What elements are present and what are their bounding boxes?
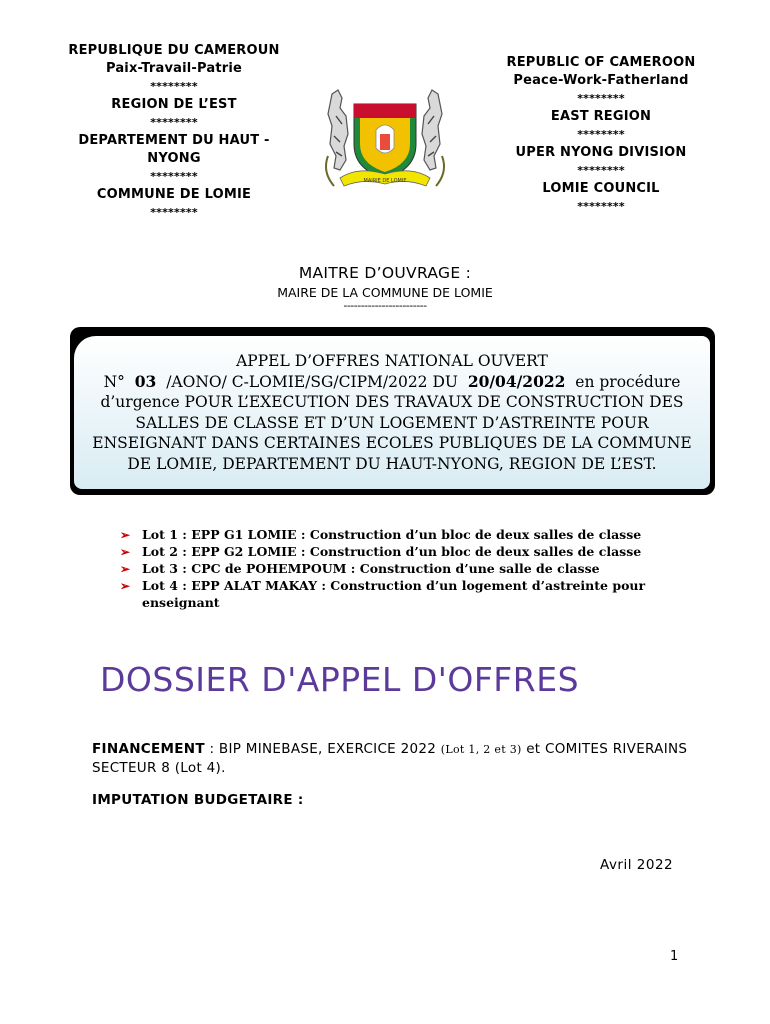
header-right-motto: Peace-Work-Fatherland xyxy=(513,73,689,88)
maitre-ouvrage-subtitle: MAIRE DE LA COMMUNE DE LOMIE xyxy=(277,285,493,300)
financement-text-2: et COMITES RIVERAINS SECTEUR 8 (Lot 4). xyxy=(92,741,688,776)
appel-num: 03 xyxy=(134,371,157,391)
appel-line-number xyxy=(74,372,710,393)
header-left-region: REGION DE L’EST xyxy=(111,97,237,112)
imputation-budgetaire: IMPUTATION BUDGETAIRE : xyxy=(92,792,304,808)
header-right-country: REPUBLIC OF CAMEROON xyxy=(506,55,696,70)
header-left xyxy=(60,42,288,222)
commune-emblem-icon xyxy=(318,86,452,198)
header-right-council: LOMIE COUNCIL xyxy=(542,181,660,196)
dossier-title: DOSSIER D'APPEL D'OFFRES xyxy=(100,660,580,699)
header-right-separator: ******** xyxy=(577,164,625,177)
header-right-separator: ******** xyxy=(577,92,625,105)
appel-line-4: SALLES DE CLASSE ET D’UN LOGEMENT D’ASTREINTE POUR xyxy=(135,413,649,432)
arrow-bullet-icon: ➢ xyxy=(120,528,131,542)
document-date: Avril 2022 xyxy=(600,857,674,873)
appel-offres-box xyxy=(74,336,710,489)
appel-date: 20/04/2022 xyxy=(467,371,566,391)
header-left-department: DEPARTEMENT DU HAUT - NYONG xyxy=(78,133,270,166)
appel-line-title: APPEL D’OFFRES NATIONAL OUVERT xyxy=(236,352,548,370)
lot-item xyxy=(118,526,658,543)
lot-text: Lot 1 : EPP G1 LOMIE : Construction d’un bloc de deux salles de classe xyxy=(142,527,642,542)
page-number: 1 xyxy=(670,949,679,964)
header-right-separator: ******** xyxy=(577,200,625,213)
maitre-ouvrage-divider: ------------------------ xyxy=(343,299,427,312)
header-right-separator: ******** xyxy=(577,128,625,141)
lot-text: Lot 3 : CPC de POHEMPOUM : Construction d’une salle de classe xyxy=(142,561,600,576)
arrow-bullet-icon: ➢ xyxy=(120,579,131,593)
header-right-region: EAST REGION xyxy=(550,109,652,124)
financement-label: FINANCEMENT xyxy=(92,741,205,757)
emblem-caption: MAIRIE DE LOMIE xyxy=(363,178,407,184)
financement-lots: (Lot 1, 2 et 3) xyxy=(440,743,522,756)
lot-text: Lot 4 : EPP ALAT MAKAY : Construction d’un logement d’astreinte pour enseignant xyxy=(142,578,646,610)
header-right-division: UPER NYONG DIVISION xyxy=(515,145,687,160)
header-left-separator: ******** xyxy=(150,80,198,93)
header-left-country: REPUBLIQUE DU CAMEROUN xyxy=(68,43,280,58)
appel-suffix: en procédure xyxy=(575,372,681,391)
financement-paragraph xyxy=(92,740,712,777)
header-left-separator: ******** xyxy=(150,170,198,183)
appel-num-prefix: N° xyxy=(103,372,125,391)
lot-item xyxy=(118,543,658,560)
appel-ref: /AONO/ C-LOMIE/SG/CIPM/2022 DU xyxy=(166,372,458,391)
appel-line-5: ENSEIGNANT DANS CERTAINES ECOLES PUBLIQUES DE LA COMMUNE xyxy=(92,434,692,452)
lot-item xyxy=(118,560,658,577)
lots-list xyxy=(118,526,658,611)
financement-text: : BIP MINEBASE, EXERCICE 2022 xyxy=(204,741,441,757)
lot-item xyxy=(118,577,658,611)
appel-line-3: d’urgence POUR L’EXECUTION DES TRAVAUX DE CONSTRUCTION DES xyxy=(100,393,684,411)
lot-text: Lot 2 : EPP G2 LOMIE : Construction d’un bloc de deux salles de classe xyxy=(142,544,642,559)
header-left-commune: COMMUNE DE LOMIE xyxy=(96,187,252,202)
arrow-bullet-icon: ➢ xyxy=(120,545,131,559)
maitre-ouvrage-title: MAITRE D’OUVRAGE : xyxy=(298,264,472,282)
arrow-bullet-icon: ➢ xyxy=(120,562,131,576)
header-right xyxy=(482,54,720,216)
header-left-motto: Paix-Travail-Patrie xyxy=(105,61,243,76)
header-left-separator: ******** xyxy=(150,206,198,219)
header-left-separator: ******** xyxy=(150,116,198,129)
appel-line-6: DE LOMIE, DEPARTEMENT DU HAUT-NYONG, REGION DE L’EST. xyxy=(127,454,657,473)
